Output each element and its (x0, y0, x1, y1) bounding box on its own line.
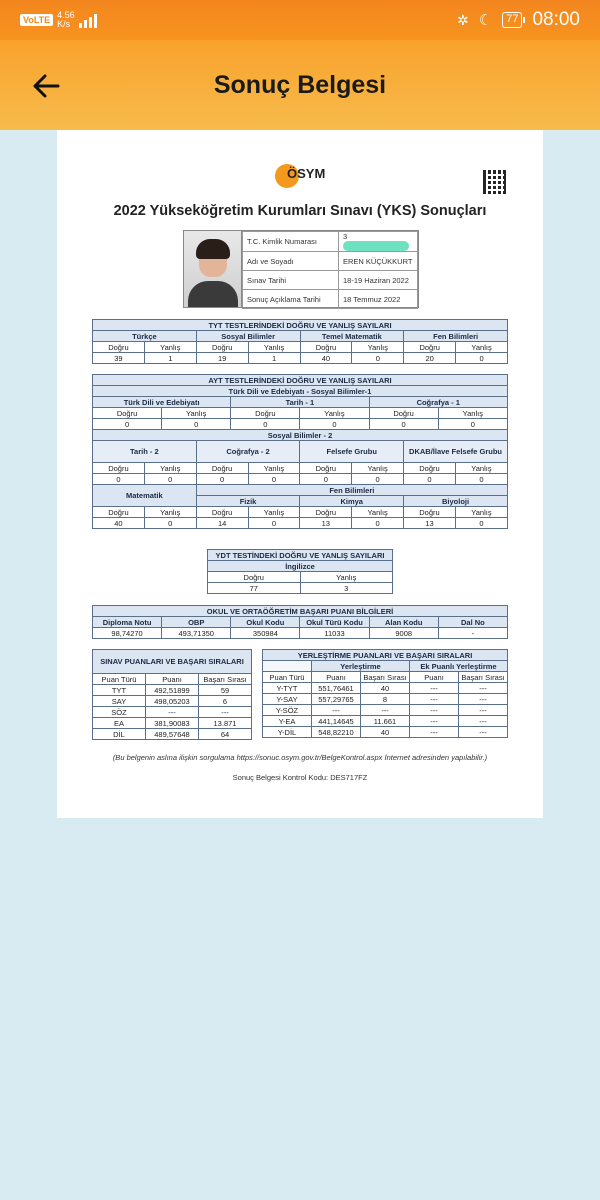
value-cell: 14 (196, 518, 248, 529)
subject-header: Fen Bilimleri (404, 331, 508, 342)
sinav-puanlari-table (92, 649, 252, 740)
column-header: Başarı Sırası (361, 672, 410, 683)
col-yanlis: Yanlış (144, 507, 196, 518)
ydt-table (207, 549, 393, 594)
column-header: Alan Kodu (369, 617, 438, 628)
value-cell: 3 (300, 583, 393, 594)
table-title: SINAV PUANLARI VE BAŞARI SIRALARI (93, 650, 252, 674)
table-title: YDT TESTİNDEKİ DOĞRU VE YANLIŞ SAYILARI (208, 550, 393, 561)
volte-badge: VoLTE (20, 14, 53, 26)
value-cell: --- (459, 694, 508, 705)
col-dogru: Doğru (300, 463, 352, 474)
table-title: TYT TESTLERİNDEKİ DOĞRU VE YANLIŞ SAYILARI (93, 320, 508, 331)
column-header: Okul Türü Kodu (300, 617, 369, 628)
subject-header: Coğrafya - 2 (196, 441, 300, 463)
col-dogru: Doğru (196, 342, 248, 353)
col-yanlis: Yanlış (248, 507, 300, 518)
value-cell: 9008 (369, 628, 438, 639)
value-cell: 77 (208, 583, 301, 594)
value-cell: Y-TYT (263, 683, 312, 694)
value-cell: 381,90083 (146, 718, 199, 729)
value-cell: - (438, 628, 507, 639)
group-header: Sosyal Bilimler - 2 (93, 430, 508, 441)
col-dogru: Doğru (93, 507, 145, 518)
value-cell: --- (459, 727, 508, 738)
tyt-table (92, 319, 508, 364)
col-yanlis: Yanlış (455, 463, 507, 474)
value-cell: 548,82210 (312, 727, 361, 738)
subject-header: Coğrafya - 1 (369, 397, 508, 408)
subject-header: Kimya (300, 496, 404, 507)
col-dogru: Doğru (93, 463, 145, 474)
value-cell: 0 (456, 353, 508, 364)
value-cell: 0 (455, 518, 507, 529)
group-header: Yerleştirme (312, 661, 410, 672)
col-yanlis: Yanlış (456, 342, 508, 353)
value-cell: 11033 (300, 628, 369, 639)
identity-box (183, 230, 419, 308)
empty-cell (263, 661, 312, 672)
signal-icon (79, 12, 97, 28)
value-cell: 0 (404, 474, 456, 485)
col-yanlis: Yanlış (248, 342, 300, 353)
value-cell: 0 (369, 419, 438, 430)
col-yanlis: Yanlış (162, 408, 231, 419)
col-yanlis: Yanlış (352, 507, 404, 518)
value-cell: 39 (93, 353, 145, 364)
col-dogru: Doğru (208, 572, 301, 583)
clock: 08:00 (532, 9, 580, 30)
subject-header: Türkçe (93, 331, 197, 342)
col-dogru: Doğru (231, 408, 300, 419)
network-speed: 4.56 K/s (57, 10, 75, 29)
value-cell: DİL (93, 729, 146, 740)
identity-label: T.C. Kimlik Numarası (243, 232, 339, 252)
col-dogru: Doğru (300, 507, 352, 518)
value-cell: 13 (404, 518, 456, 529)
value-cell: 1 (144, 353, 196, 364)
value-cell: --- (312, 705, 361, 716)
col-dogru: Doğru (196, 507, 248, 518)
document-title: 2022 Yükseköğretim Kurumları Sınavı (YKS) Sonuçları (113, 203, 487, 219)
value-cell: Y-SÖZ (263, 705, 312, 716)
value-cell: 20 (404, 353, 456, 364)
value-cell: --- (459, 683, 508, 694)
column-header: Diploma Notu (93, 617, 162, 628)
column-header: Puan Türü (263, 672, 312, 683)
value-cell: 492,51899 (146, 685, 199, 696)
identity-value: 18 Temmuz 2022 (339, 290, 418, 309)
col-dogru: Doğru (404, 342, 456, 353)
col-dogru: Doğru (300, 342, 352, 353)
value-cell: --- (459, 705, 508, 716)
value-cell: SAY (93, 696, 146, 707)
subject-header: Matematik (93, 485, 197, 507)
group-header: Fen Bilimleri (196, 485, 507, 496)
column-header: OBP (162, 617, 231, 628)
value-cell: 6 (199, 696, 252, 707)
value-cell: 8 (361, 694, 410, 705)
table-title: AYT TESTLERİNDEKİ DOĞRU VE YANLIŞ SAYILARI (93, 375, 508, 386)
value-cell: 0 (438, 419, 507, 430)
subject-header: Fizik (196, 496, 300, 507)
value-cell: 40 (361, 727, 410, 738)
value-cell: TYT (93, 685, 146, 696)
column-header: Dal No (438, 617, 507, 628)
value-cell: 0 (352, 518, 404, 529)
status-bar (0, 0, 600, 40)
result-document (57, 130, 543, 818)
value-cell: 0 (162, 419, 231, 430)
identity-value: 18-19 Haziran 2022 (339, 271, 418, 290)
redaction-mark (343, 241, 409, 251)
subject-header: Felsefe Grubu (300, 441, 404, 463)
value-cell: 13.871 (199, 718, 252, 729)
value-cell: --- (410, 705, 459, 716)
value-cell: 0 (248, 518, 300, 529)
yerlestirme-table (262, 649, 508, 738)
value-cell: Y-EA (263, 716, 312, 727)
col-dogru: Doğru (196, 463, 248, 474)
value-cell: 557,29765 (312, 694, 361, 705)
back-arrow-icon[interactable] (30, 70, 62, 102)
moon-icon: ☾ (478, 12, 493, 29)
app-bar (0, 40, 600, 130)
col-yanlis: Yanlış (144, 342, 196, 353)
col-dogru: Doğru (404, 463, 456, 474)
value-cell: 40 (93, 518, 145, 529)
value-cell: 40 (300, 353, 352, 364)
value-cell: 0 (248, 474, 300, 485)
subject-header: Temel Matematik (300, 331, 404, 342)
column-header: Başarı Sırası (459, 672, 508, 683)
value-cell: 350984 (231, 628, 300, 639)
value-cell: 551,76461 (312, 683, 361, 694)
subject-header: Türk Dili ve Edebiyatı (93, 397, 231, 408)
value-cell: 0 (144, 474, 196, 485)
value-cell: 40 (361, 683, 410, 694)
value-cell: --- (410, 727, 459, 738)
column-header: Puan Türü (93, 674, 146, 685)
subject-header: İngilizce (208, 561, 393, 572)
value-cell: 19 (196, 353, 248, 364)
value-cell: --- (410, 716, 459, 727)
column-header: Puanı (312, 672, 361, 683)
value-cell: --- (199, 707, 252, 718)
page-title: Sonuç Belgesi (213, 70, 387, 99)
col-dogru: Doğru (93, 342, 145, 353)
identity-table (242, 231, 418, 309)
column-header: Okul Kodu (231, 617, 300, 628)
value-cell: 13 (300, 518, 352, 529)
subject-header: Sosyal Bilimler (196, 331, 300, 342)
value-cell: 0 (300, 474, 352, 485)
subject-header: Tarih - 1 (231, 397, 369, 408)
value-cell: --- (410, 683, 459, 694)
col-yanlis: Yanlış (352, 342, 404, 353)
col-yanlis: Yanlış (300, 572, 393, 583)
group-header: Ek Puanlı Yerleştirme (410, 661, 508, 672)
value-cell: --- (459, 716, 508, 727)
value-cell: Y-DİL (263, 727, 312, 738)
value-cell: 0 (455, 474, 507, 485)
value-cell: 64 (199, 729, 252, 740)
table-title: OKUL VE ORTAÖĞRETİM BAŞARI PUANI BİLGİLERİ (93, 606, 508, 617)
value-cell: Y-SAY (263, 694, 312, 705)
osym-logo: ÖSYM (275, 164, 325, 188)
value-cell: 0 (352, 474, 404, 485)
value-cell: 441,14645 (312, 716, 361, 727)
identity-label: Sonuç Açıklama Tarihi (243, 290, 339, 309)
value-cell: --- (146, 707, 199, 718)
value-cell: --- (410, 694, 459, 705)
group-header: Türk Dili ve Edebiyatı - Sosyal Bilimler-1 (93, 386, 508, 397)
col-dogru: Doğru (404, 507, 456, 518)
value-cell: 0 (231, 419, 300, 430)
subject-header: Biyoloji (404, 496, 508, 507)
col-yanlis: Yanlış (248, 463, 300, 474)
bluetooth-icon: ✲ (457, 11, 469, 28)
subject-header: Tarih - 2 (93, 441, 197, 463)
value-cell: EA (93, 718, 146, 729)
column-header: Puanı (146, 674, 199, 685)
qr-code-icon (483, 170, 507, 194)
value-cell: 0 (93, 474, 145, 485)
col-dogru: Doğru (369, 408, 438, 419)
value-cell: --- (361, 705, 410, 716)
value-cell: 1 (248, 353, 300, 364)
value-cell: 59 (199, 685, 252, 696)
column-header: Puanı (410, 672, 459, 683)
column-header: Başarı Sırası (199, 674, 252, 685)
value-cell: 493,71350 (162, 628, 231, 639)
identity-value: 3 (339, 232, 418, 252)
okul-table (92, 605, 508, 639)
value-cell: 498,05203 (146, 696, 199, 707)
subject-header: DKAB/İlave Felsefe Grubu (404, 441, 508, 463)
value-cell: 0 (196, 474, 248, 485)
battery-icon: 77 (502, 12, 522, 28)
value-cell: 98,74270 (93, 628, 162, 639)
identity-value: EREN KÜÇÜKKURT (339, 252, 418, 271)
col-yanlis: Yanlış (352, 463, 404, 474)
col-yanlis: Yanlış (455, 507, 507, 518)
ayt-table (92, 374, 508, 529)
student-photo (184, 231, 242, 307)
value-cell: 489,57648 (146, 729, 199, 740)
value-cell: 0 (93, 419, 162, 430)
value-cell: 0 (144, 518, 196, 529)
value-cell: 0 (352, 353, 404, 364)
col-yanlis: Yanlış (300, 408, 369, 419)
col-dogru: Doğru (93, 408, 162, 419)
control-code: Sonuç Belgesi Kontrol Kodu: DES717FZ (232, 773, 368, 782)
col-yanlis: Yanlış (438, 408, 507, 419)
value-cell: 0 (300, 419, 369, 430)
table-title: YERLEŞTİRME PUANLARI VE BAŞARI SIRALARI (263, 650, 508, 661)
identity-label: Sınav Tarihi (243, 271, 339, 290)
identity-label: Adı ve Soyadı (243, 252, 339, 271)
col-yanlis: Yanlış (144, 463, 196, 474)
verification-note: (Bu belgenin aslına ilişkin sorgulama https://sonuc.osym.gov.tr/BelgeKontrol.aspx İnternet adresinden yapılabilir.) (112, 753, 488, 762)
value-cell: SÖZ (93, 707, 146, 718)
value-cell: 11.661 (361, 716, 410, 727)
